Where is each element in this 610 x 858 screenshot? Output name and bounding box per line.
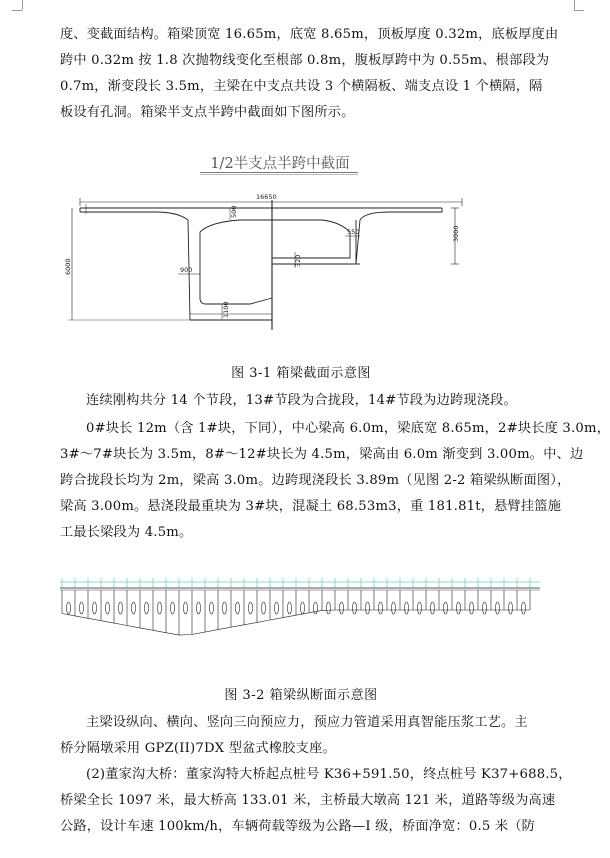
duct-hole bbox=[483, 602, 487, 614]
duct-hole bbox=[366, 602, 370, 614]
text-line: 连续刚构共分 14 个节段，13#节段为合拢段，14#节段为边跨现浇段。 bbox=[86, 393, 517, 408]
page-corner-mark-right-h bbox=[574, 10, 584, 11]
dim-top-left: 500 bbox=[230, 205, 238, 218]
duct-hole bbox=[392, 602, 396, 614]
page-corner-mark-right bbox=[574, 0, 575, 10]
text-line: 0.7m，渐变段长 3.5m，主梁在中支点共设 3 个横隔板、端支点设 1 个横隔，隔 bbox=[60, 79, 543, 94]
duct-hole bbox=[418, 602, 422, 614]
paragraph-dongjiagou-bridge bbox=[60, 762, 572, 840]
duct-hole bbox=[67, 602, 71, 614]
duct-hole bbox=[431, 602, 435, 614]
duct-hole bbox=[314, 602, 318, 614]
dim-top-width: 16650 bbox=[256, 193, 277, 201]
dim-web-mid: 550 bbox=[347, 228, 360, 236]
duct-hole bbox=[132, 602, 136, 614]
text-line: 工最长梁段为 4.5m。 bbox=[60, 525, 193, 540]
duct-hole bbox=[496, 602, 500, 614]
duct-hole bbox=[236, 602, 240, 614]
longitudinal-profile-drawing bbox=[60, 576, 540, 656]
dim-web-root: 900 bbox=[180, 266, 193, 274]
page-corner-mark-left-h bbox=[12, 10, 22, 11]
paragraph-prestress bbox=[60, 710, 530, 762]
duct-hole bbox=[275, 602, 279, 614]
figure-1-caption: 图 3-1 箱梁截面示意图 bbox=[231, 366, 371, 381]
duct-hole bbox=[171, 602, 175, 614]
duct-hole bbox=[184, 602, 188, 614]
paragraph-segments bbox=[60, 388, 530, 414]
duct-hole bbox=[288, 602, 292, 614]
duct-hole bbox=[405, 602, 409, 614]
text-line: 跨合拢段长均为 2m，梁高 3.0m。边跨现浇段长 3.89m（见图 2-2 箱梁纵断面图）， bbox=[60, 473, 571, 488]
duct-hole bbox=[197, 602, 201, 614]
text-line: 主梁设纵向、横向、竖向三向预应力，预应力管道采用真智能压浆工艺。主 bbox=[86, 715, 528, 730]
dim-bottom: 1100 bbox=[222, 301, 230, 318]
text-line: 梁高 3.00m。悬浇段最重块为 3#块，混凝土 68.53m3，重 181.81t，悬臂挂篮施 bbox=[60, 499, 562, 514]
dim-left-height: 6000 bbox=[64, 258, 72, 275]
duct-hole bbox=[210, 602, 214, 614]
page-corner-mark-left bbox=[22, 0, 23, 10]
duct-hole bbox=[340, 602, 344, 614]
duct-hole bbox=[353, 602, 357, 614]
duct-hole bbox=[80, 602, 84, 614]
duct-hole bbox=[444, 602, 448, 614]
paragraph-box-girder-structure bbox=[60, 22, 559, 126]
text-line: 公路，设计车速 100km/h，车辆荷载等级为公路—I 级，桥面净宽：0.5 米（防 bbox=[60, 819, 536, 834]
text-line: 0#块长 12m（含 1#块，下同），中心梁高 6.0m，梁底宽 8.65m，2#块长度 3.0m， bbox=[86, 421, 610, 436]
dim-top-mid: 320 bbox=[294, 254, 302, 267]
duct-hole bbox=[262, 602, 266, 614]
text-line: 桥分隔墩采用 GPZ(II)7DX 型盆式橡胶支座。 bbox=[60, 741, 336, 756]
duct-hole bbox=[379, 602, 383, 614]
text-line: 3#～7#块长为 3.5m，8#～12#块长为 4.5m，梁高由 6.0m 渐变到 3.00m。中、边 bbox=[60, 447, 584, 462]
duct-hole bbox=[522, 602, 526, 614]
duct-hole bbox=[327, 602, 331, 614]
duct-hole bbox=[470, 602, 474, 614]
duct-hole bbox=[301, 602, 305, 614]
duct-hole bbox=[457, 602, 461, 614]
duct-hole bbox=[158, 602, 162, 614]
duct-hole bbox=[106, 602, 110, 614]
text-line: 桥梁全长 1097 米，最大桥高 133.01 米，主桥最大墩高 121 米，道路等级为高速 bbox=[60, 793, 556, 808]
cross-section-drawing bbox=[60, 180, 480, 345]
text-line: 度、变截面结构。箱梁顶宽 16.65m，底宽 8.65m，顶板厚度 0.32m，底板厚度由 bbox=[60, 27, 559, 42]
figure-1-title-underline-2 bbox=[200, 174, 358, 175]
duct-hole bbox=[509, 602, 513, 614]
duct-hole bbox=[119, 602, 123, 614]
figure-1-title: 1/2半支点半跨中截面 bbox=[210, 156, 350, 172]
text-line: 板设有孔洞。箱梁半支点半跨中截面如下图所示。 bbox=[60, 105, 355, 120]
dim-right-height: 3000 bbox=[452, 225, 460, 242]
figure-1-title-underline bbox=[200, 172, 358, 173]
text-line: (2)董家沟大桥：董家沟特大桥起点桩号 K36+591.50，终点桩号 K37+688.5， bbox=[86, 767, 572, 782]
duct-hole bbox=[93, 602, 97, 614]
duct-hole bbox=[223, 602, 227, 614]
paragraph-block-lengths bbox=[60, 416, 610, 546]
duct-hole bbox=[145, 602, 149, 614]
text-line: 跨中 0.32m 按 1.8 次抛物线变化至根部 0.8m，腹板厚跨中为 0.55m、根部段为 bbox=[60, 53, 550, 68]
duct-hole bbox=[249, 602, 253, 614]
figure-2-caption: 图 3-2 箱梁纵断面示意图 bbox=[224, 688, 378, 703]
